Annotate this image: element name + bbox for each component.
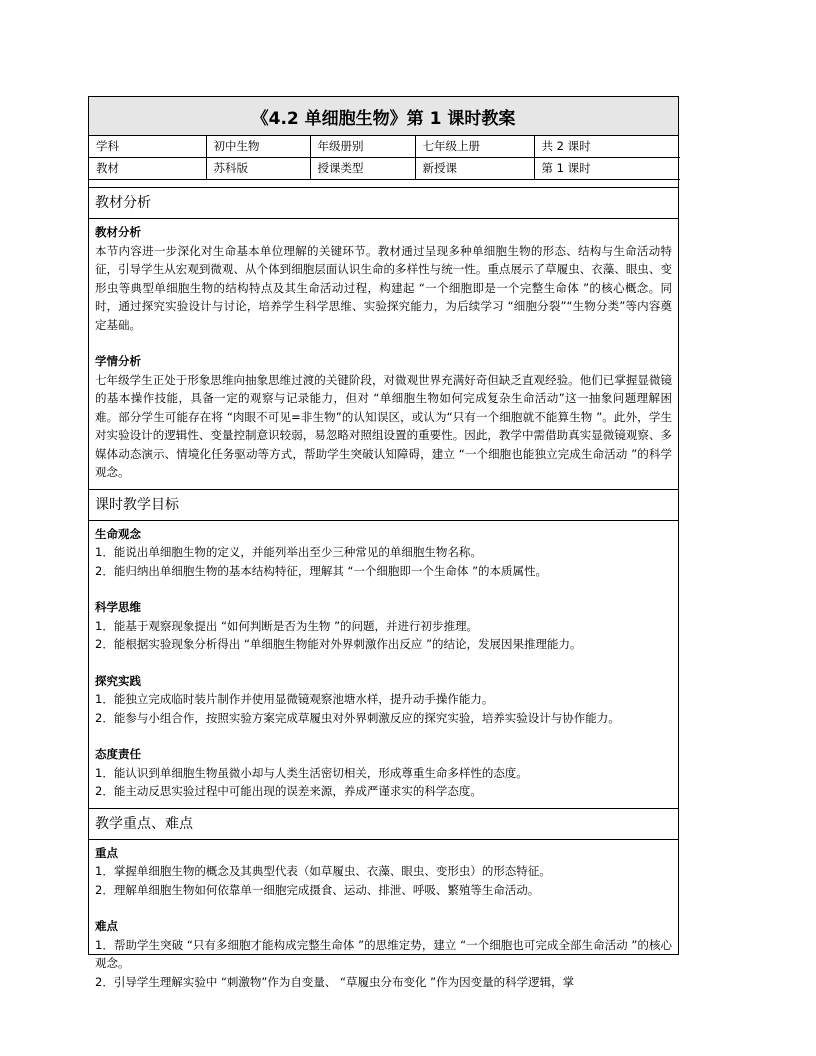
subheading: 重点: [95, 845, 118, 860]
section-heading-objectives: 课时教学目标: [89, 489, 678, 521]
list-item: 1．能认识到单细胞生物虽微小却与人类生活密切相关，形成尊重生命多样性的态度。: [95, 765, 528, 780]
section-body-key-points: [89, 840, 678, 999]
subheading: 态度责任: [95, 747, 141, 761]
table-row: [89, 136, 680, 158]
info-table: [89, 136, 680, 180]
section-body-textbook-analysis: [89, 219, 678, 489]
list-item: 2．能参与小组合作，按照实验方案完成草履虫对外界刺激反应的探究实验，培养实验设计与协作能力。: [95, 710, 620, 725]
subheading: 探究实践: [95, 673, 141, 688]
list-item: 2．理解单细胞生物如何依靠单一细胞完成摄食、运动、排泄、呼吸、繁殖等生命活动。: [95, 882, 540, 897]
list-item: 2．能归纳出单细胞生物的基本结构特征，理解其 “一个细胞即一个生命体 ”的本质属性。: [95, 563, 548, 578]
list-item: 1．能说出单细胞生物的定义，并能列举出至少三种常见的单细胞生物名称。: [95, 545, 482, 559]
table-row: [89, 158, 680, 180]
section-heading-key-points: 教学重点、难点: [89, 808, 678, 840]
subheading: 生命观念: [95, 526, 141, 541]
info-cell: 第 1 课时: [534, 158, 680, 180]
subheading: 难点: [95, 919, 118, 933]
list-item: 2．能根据实验现象分析得出 “单细胞生物能对外界刺激作出反应 ”的结论，发展因果推理能力。: [95, 637, 582, 651]
info-cell: 初中生物: [206, 136, 310, 158]
section-heading-textbook-analysis: 教材分析: [89, 187, 678, 219]
info-cell: 新授课: [415, 158, 534, 180]
page-title: 《4.2 单细胞生物》第 1 课时教案: [89, 97, 678, 136]
subheading: 学情分析: [95, 354, 141, 368]
info-cell: 苏科版: [206, 158, 310, 180]
subheading: 科学思维: [95, 600, 141, 614]
lesson-plan-sheet: [88, 96, 679, 989]
info-cell: 年级册别: [310, 136, 415, 158]
list-item: 2．引导学生理解实验中 “刺激物”作为自变量、 “草履虫分布变化 ”作为因变量的科学逻辑，掌: [95, 974, 575, 989]
paragraph: 七年级学生正处于形象思维向抽象思维过渡的关键阶段，对微观世界充满好奇但缺乏直观经验。他们已掌握显微镜的基本操作技能，具备一定的观察与记录能力，但对 “单细胞生物如何完成复杂生命活动”这一抽象问题理解困难。部分学生可能存在将 “肉眼不可见=非生物”的认知误区，或认为“只有一个细胞就不能算生物 ”。此外，学生对实验设计的逻辑性、变量控制意识较弱，易忽略对照组设置的重要性。因此，教学中需借助真实显微镜观察、多媒体动态演示、情境化任务驱动等方式，帮助学生突破认知障碍，建立 “一个细胞也能独立完成生命活动 ”的科学观念。: [95, 372, 672, 479]
subheading: 教材分析: [95, 225, 141, 239]
list-item: 1．能独立完成临时装片制作并使用显微镜观察池塘水样，提升动手操作能力。: [95, 692, 494, 706]
list-item: 1．帮助学生突破 “只有多细胞才能构成完整生命体 ”的思维定势，建立 “一个细胞也可完成全部生命活动 ”的核心观念。: [95, 937, 672, 970]
info-cell: 学科: [89, 136, 206, 158]
info-cell: 授课类型: [310, 158, 415, 180]
info-cell: 共 2 课时: [534, 136, 680, 158]
list-item: 2．能主动反思实验过程中可能出现的误差来源，养成严谨求实的科学态度。: [95, 784, 482, 798]
info-cell: 教材: [89, 158, 206, 180]
info-cell: 七年级上册: [415, 136, 534, 158]
list-item: 1．掌握单细胞生物的概念及其典型代表（如草履虫、衣藻、眼虫、变形虫）的形态特征。: [95, 864, 551, 878]
paragraph: 本节内容进一步深化对生命基本单位理解的关键环节。教材通过呈现多种单细胞生物的形态、结构与生命活动特征，引导学生从宏观到微观、从个体到细胞层面认识生命的多样性与统一性。重点展示了草履虫、衣藻、眼虫、变形虫等典型单细胞生物的结构特点及其生命活动过程，构建起 “一个细胞即是一个完整生命体 ”的核心概念。同时，通过探究实验设计与讨论，培养学生科学思维、实验探究能力，为后续学习 “细胞分裂”“生物分类”等内容奠定基础。: [95, 243, 672, 332]
list-item: 1．能基于观察现象提出 “如何判断是否为生物 ”的问题，并进行初步推理。: [95, 618, 479, 633]
section-body-objectives: [89, 521, 678, 808]
